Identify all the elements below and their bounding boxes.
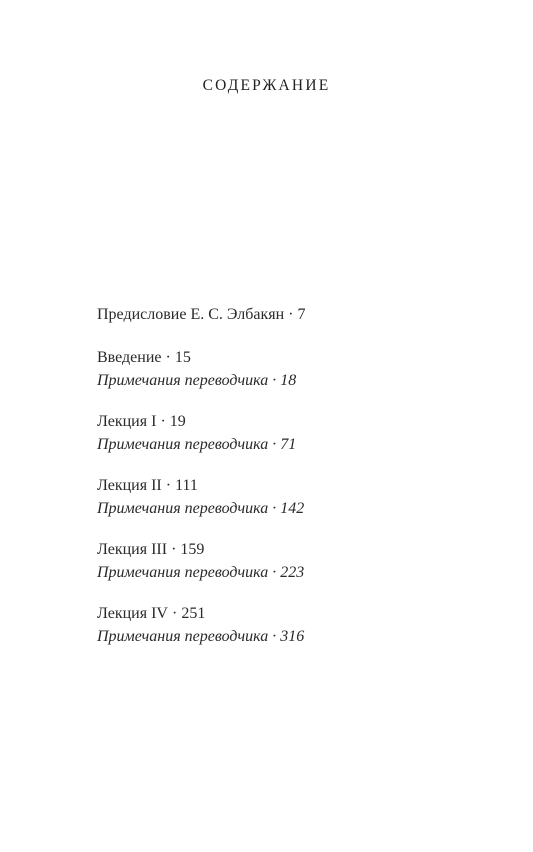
separator-dot: · xyxy=(272,372,277,389)
toc-entry[interactable] xyxy=(97,474,477,497)
page-title: СОДЕРЖАНИЕ xyxy=(202,77,331,94)
toc-entry-notes[interactable] xyxy=(97,497,477,520)
toc-entry-page: 142 xyxy=(280,500,305,517)
toc-group-preface xyxy=(97,303,477,326)
toc-entry-page: 19 xyxy=(169,413,186,430)
toc-entry-label: Примечания переводчика xyxy=(97,500,269,517)
table-of-contents xyxy=(97,303,477,666)
separator-dot: · xyxy=(171,541,177,558)
toc-entry-page: 159 xyxy=(180,541,205,558)
toc-entry[interactable] xyxy=(97,346,477,369)
toc-entry[interactable] xyxy=(97,303,477,326)
toc-group-lecture-1 xyxy=(97,410,477,456)
separator-dot: · xyxy=(165,477,172,494)
toc-entry-notes[interactable] xyxy=(97,433,477,456)
separator-dot: · xyxy=(165,349,171,366)
separator-dot: · xyxy=(272,436,277,453)
separator-dot: · xyxy=(288,306,294,323)
toc-entry-label: Примечания переводчика xyxy=(97,628,269,645)
toc-entry-label: Примечания переводчика xyxy=(97,372,269,389)
toc-entry-page: 18 xyxy=(280,372,297,389)
toc-entry[interactable] xyxy=(97,602,477,625)
separator-dot: · xyxy=(171,605,178,622)
toc-entry[interactable] xyxy=(97,410,477,433)
separator-dot: · xyxy=(272,628,277,645)
toc-group-lecture-3 xyxy=(97,538,477,584)
toc-group-introduction xyxy=(97,346,477,392)
toc-entry-label: Лекция IV xyxy=(97,605,168,622)
separator-dot: · xyxy=(160,413,166,430)
toc-entry-page: 7 xyxy=(297,306,306,323)
toc-entry-page: 15 xyxy=(174,349,191,366)
toc-entry-label: Предисловие Е. С. Элбакян xyxy=(97,306,285,323)
toc-entry-page: 111 xyxy=(175,477,198,494)
toc-entry-label: Лекция II xyxy=(97,477,162,494)
toc-entry-notes[interactable] xyxy=(97,625,477,648)
toc-entry-label: Примечания переводчика xyxy=(97,564,269,581)
toc-entry-notes[interactable] xyxy=(97,561,477,584)
toc-entry[interactable] xyxy=(97,538,477,561)
toc-entry-page: 251 xyxy=(181,605,206,622)
toc-entry-page: 316 xyxy=(280,628,305,645)
toc-entry-label: Лекция I xyxy=(97,413,157,430)
toc-entry-label: Введение xyxy=(97,349,162,366)
toc-group-lecture-2 xyxy=(97,474,477,520)
toc-group-lecture-4 xyxy=(97,602,477,648)
separator-dot: · xyxy=(272,500,277,517)
toc-entry-page: 71 xyxy=(280,436,297,453)
toc-entry-label: Примечания переводчика xyxy=(97,436,269,453)
toc-entry-page: 223 xyxy=(280,564,305,581)
separator-dot: · xyxy=(272,564,277,581)
toc-entry-notes[interactable] xyxy=(97,369,477,392)
toc-entry-label: Лекция III xyxy=(97,541,168,558)
